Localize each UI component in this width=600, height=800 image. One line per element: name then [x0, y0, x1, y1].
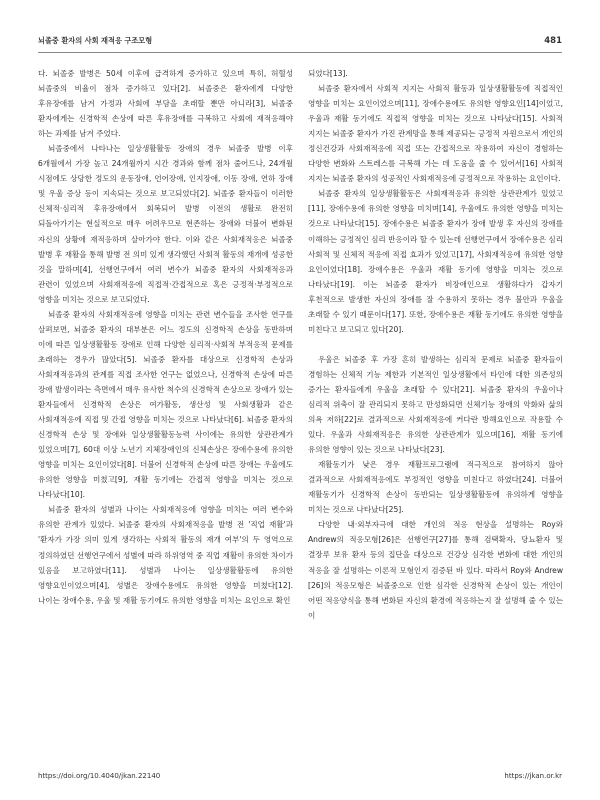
- paragraph: 뇌졸중 환자의 일상생활활동은 사회재적응과 유의한 상관관계가 있었고[11], 장애수용에 유의한 영향을 미치며[14], 우울에도 유의한 영향을 미치는 것으로 나타났다[15]. 장애수용은 뇌졸중 환자가 장애 발생 후 자신의 장애를 이해하는 긍정적인 심리 반응이라 할 수 있는데 선행연구에서 장애수용은 심리 사회적 및 신체적 적응에 직접 효과가 있었고[17], 사회재적응에 유의한 영향 요인이었다[18]. 장애수용은 우울과 재활 동기에 영향을 미치는 것으로 나타났다[19]. 이는 뇌졸중 환자가 비장애인으로 생활하다가 갑자기 후천적으로 발생한 자신의 장애를 잘 수용하지 못하는 경우 불안과 우울을 초래할 수 있기 때문이다[17]. 또한, 장애수용은 재활 동기에도 유의한 영향을 미친다고 보고되고 있다[20].: [308, 189, 563, 334]
- right-column: [308, 66, 563, 623]
- journal-url-link[interactable]: https://jkan.or.kr: [504, 772, 562, 780]
- paragraph: 다양한 내·외부자극에 대한 개인의 적응 현상을 설명하는 Roy와 Andrew의 적응모형[26]은 선행연구[27]를 통해 검택확자, 당뇨환자 및 결장루 보유 환자 등의 집단을 대상으로 건강상 심각한 변화에 대한 개인의 적응을 잘 설명하는 이론적 모형인지 검증된 바 있다. 따라서 Roy와 Andrew [26]의 적응모형은 뇌졸중으로 인한 심각한 신경학적 손상이 있는 개인이 어떤 적응양식을 통해 변화된 자신의 환경에 적응하는지 잘 설명해 줄 수 있는 이: [308, 520, 563, 620]
- paragraph: 우울은 뇌졸중 후 가장 흔히 발생하는 심리적 문제로 뇌졸중 환자들이 경험하는 신체적 기능 제한과 기본적인 일상생활에서 타인에 대한 의존성의 증가는 환자들에게 우울을 초래할 수 있다[21]. 뇌졸중 환자의 우울이나 심리적 위축이 잘 관리되지 못하고 만성화되면 신체기능 장애의 악화와 삶의 의욕 저하[22]로 결과적으로 사회재적응에 커다란 방해요인으로 작용할 수 있다. 우울과 사회재적응은 유의한 상관관계가 있으며[16], 재활 동기에 유의한 영향이 있는 것으로 나타났다[23].: [308, 354, 563, 455]
- paragraph: 뇌졸중 환자의 성별과 나이는 사회재적응에 영향을 미치는 여러 변수와 유의한 관계가 있었다. 뇌졸중 환자의 사회재적응을 발병 전 '직업 재활'과 '환자가 가장 의미 있게 생각하는 사회적 활동의 재개 여부'의 두 영역으로 정의하였던 선행연구에서 성별에 따라 하위영역 중 직업 재활이 유의한 차이가 있음을 보고하였다[11]. 성별과 나이는 일상생활활동에 유의한 영향요인이었으며[4], 성별은 장애수용에도 유의한 영향을 미쳤다[12]. 나이는 장애수용, 우울 및 재활 동기에도 유의한 영향을 미치는 요인으로 확인: [38, 505, 293, 605]
- paragraph: 뇌졸중에서 나타나는 일상생활활동 장애의 경우 뇌졸중 발병 이후 6개월에서 가장 높고 24개월까지 시간 경과와 함께 점차 줄어드나, 24개월 시점에도 상당한 정도의 운동장애, 언어장애, 인지장애, 이동 장애, 연하 장애 및 우울 증상 등이 지속되는 것으로 보고되었다[2]. 뇌졸중 환자들이 이러한 신체적·심리적 후유장애에서 회복되어 발병 이전의 생활로 완전히 되돌아가기는 현실적으로 매우 어려우므로 현존하는 장애와 더불어 변화된 자신의 상황에 재적응하며 살아가야 한다. 이와 같은 사회재적응은 뇌졸중 발병 후 재활을 통해 발병 전 의미 있게 생각했던 사회적 활동의 재개에 성공한 것을 말하며[4], 선행연구에서 여러 변수가 뇌졸중 환자의 사회재적응과 관련이 있었으며 사회재적응에 직접적·간접적으로 혹은 긍정적·부정적으로 영향을 미치는 것으로 보고되었다.: [38, 144, 293, 304]
- paragraph: 뇌졸중 환자의 사회재적응에 영향을 미치는 관련 변수들을 조사한 연구를 살펴보면, 뇌졸중 환자의 대부분은 어느 정도의 신경학적 손상을 동반하며 이에 따른 일상생활활동 장애로 인해 다양한 심리적·사회적 부적응적 문제를 초래하는 경우가 많았다[5]. 뇌졸중 환자를 대상으로 신경학적 손상과 사회재적응과의 관계를 직접 조사한 연구는 없었으나, 신경학적 손상에 따른 장애 발생이라는 측면에서 매우 유사한 척수의 신경학적 손상으로 장애가 있는 환자들에서 신경학적 손상은 여가활동, 생산성 및 사회생활과 같은 사회재적응에 직접 및 간접 영향을 미치는 것으로 나타났다[6]. 뇌졸중 환자의 신경학적 손상 및 장애와 일상생활활동능력 사이에는 유의한 상관관계가 있었으며[7], 60대 이상 노년기 지체장애인의 신체손상은 장애수용에 유의한 영향을 미치는 요인이었다[8]. 더불어 신경학적 손상에 따른 장애는 우울에도 유의한 영향을 미쳤고[9], 재활 동기에는 간접적 영향을 미치는 것으로 나타났다[10].: [38, 309, 293, 500]
- running-title: 뇌졸중 환자의 사회 재적응 구조모형: [38, 36, 153, 45]
- paragraph: 뇌졸중 환자에서 사회적 지지는 사회적 활동과 일상생활활동에 직접적인 영향을 미치는 요인이었으며[11], 장애수용에도 유의한 영향요인[14]이었고, 우울과 재활 동기에도 직접적 영향을 미치는 것으로 나타났다[15]. 사회적 지지는 뇌졸중 환자가 가진 관계망을 통해 제공되는 긍정적 자원으로서 개인의 정신건강과 사회재적응에 직접 또는 간접적으로 작용하여 자신이 경험하는 다양한 변화와 스트레스를 극복해 가는 데 도움을 줄 수 있어서[16] 사회적 지지는 뇌졸중 환자의 성공적인 사회재적응에 긍정적으로 작용하는 요인이다.: [308, 84, 563, 184]
- left-column: [38, 66, 293, 608]
- header-rule: [38, 52, 562, 53]
- paragraph: 재활동기가 낮은 경우 재활프로그램에 적극적으로 참여하지 않아 결과적으로 사회재적응에도 부정적인 영향을 미친다고 하였다[24]. 더불어 재활동기가 신경학적 손상이 동반되는 일상생활활동에 유의하게 영향을 미치는 것으로 나타났다[25].: [308, 460, 563, 515]
- page-footer: [38, 772, 562, 784]
- doi-link[interactable]: https://doi.org/10.4040/jkan.22140: [38, 772, 161, 780]
- paragraph: 다. 뇌졸중 발병은 50세 이후에 급격하게 증가하고 있으며 특히, 허혈성 뇌졸중의 비율이 점차 증가하고 있다[2]. 뇌졸중은 환자에게 다양한 후유장애를 남겨 가정과 사회에 부담을 초래할 뿐만 아니라[3], 뇌졸중 환자에게는 신경학적 손상에 따른 후유장애를 극복하고 사회에 재적응해야 하는 과제를 남겨 주었다.: [38, 69, 293, 139]
- page-number: 481: [544, 36, 562, 46]
- paragraph: 되었다[13].: [308, 69, 348, 78]
- page-header: [38, 36, 562, 50]
